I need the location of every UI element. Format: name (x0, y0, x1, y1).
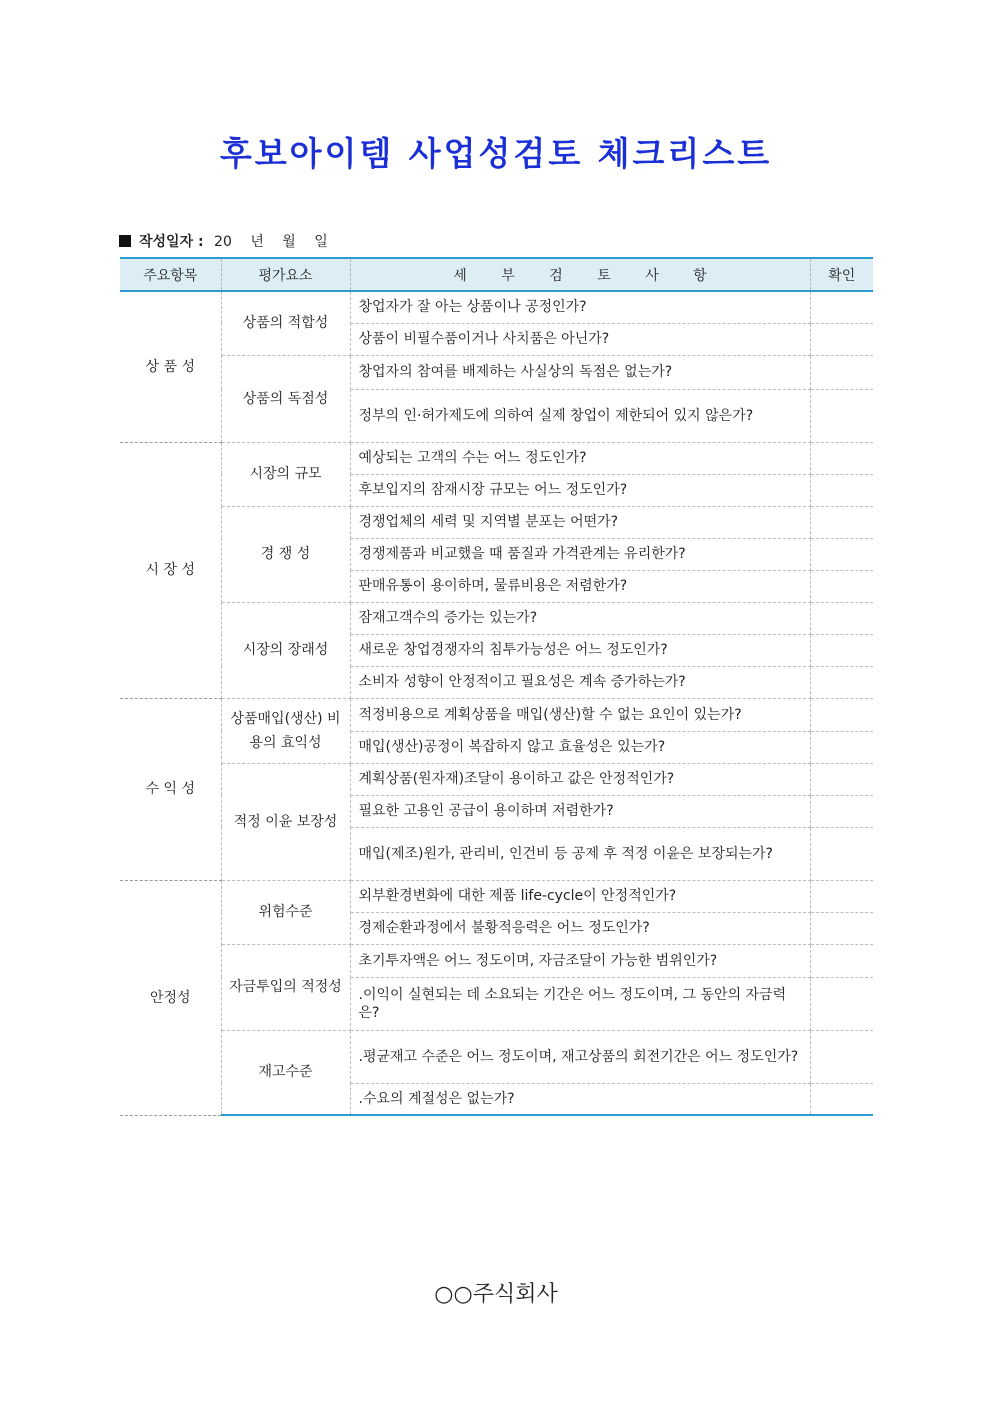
review-item: 초기투자액은 어느 정도이며, 자금조달이 가능한 범위인가? (350, 944, 810, 977)
header-category: 주요항목 (120, 258, 221, 291)
check-cell[interactable] (810, 323, 873, 355)
check-cell[interactable] (810, 506, 873, 538)
table-row (120, 506, 873, 538)
date-label: 작성일자 : (139, 234, 204, 250)
check-cell[interactable] (810, 634, 873, 666)
element-cell: 적정 이윤 보장성 (221, 763, 350, 880)
review-item: 매입(제조)원가, 관리비, 인건비 등 공제 후 적정 이윤은 보장되는가? (350, 827, 810, 880)
element-cell: 위험수준 (221, 880, 350, 944)
review-item: 경쟁업체의 세력 및 지역별 분포는 어떤가? (350, 506, 810, 538)
review-item: 계획상품(원자재)조달이 용이하고 값은 안정적인가? (350, 763, 810, 795)
checklist-body (120, 291, 873, 1115)
check-cell[interactable] (810, 912, 873, 944)
date-year: 20 (214, 234, 232, 250)
check-cell[interactable] (810, 291, 873, 323)
check-cell[interactable] (810, 474, 873, 506)
review-item: 창업자의 참여를 배제하는 사실상의 독점은 없는가? (350, 355, 810, 389)
table-row (120, 880, 873, 912)
date-year-unit: 년 (250, 234, 264, 250)
category-cell: 수 익 성 (120, 698, 221, 880)
review-item: 예상되는 고객의 수는 어느 정도인가? (350, 442, 810, 474)
check-cell[interactable] (810, 389, 873, 442)
header-check: 확인 (810, 258, 873, 291)
table-row (120, 602, 873, 634)
table-row (120, 442, 873, 474)
category-cell: 시 장 성 (120, 442, 221, 698)
check-cell[interactable] (810, 602, 873, 634)
table-row (120, 355, 873, 389)
element-cell: 경 쟁 성 (221, 506, 350, 602)
check-cell[interactable] (810, 731, 873, 763)
check-cell[interactable] (810, 763, 873, 795)
date-day-unit: 일 (314, 234, 328, 250)
review-item: 후보입지의 잠재시장 규모는 어느 정도인가? (350, 474, 810, 506)
review-item: 잠재고객수의 증가는 있는가? (350, 602, 810, 634)
review-item: 필요한 고용인 공급이 용이하며 저렴한가? (350, 795, 810, 827)
header-row (120, 258, 873, 291)
date-line (119, 231, 342, 251)
category-cell: 상 품 성 (120, 291, 221, 442)
element-cell: 상품매입(생산) 비용의 효익성 (221, 698, 350, 763)
date-month-unit: 월 (282, 234, 296, 250)
check-cell[interactable] (810, 1030, 873, 1083)
check-cell[interactable] (810, 442, 873, 474)
header-element: 평가요소 (221, 258, 350, 291)
review-item: 새로운 창업경쟁자의 침투가능성은 어느 정도인가? (350, 634, 810, 666)
table-row (120, 291, 873, 323)
square-bullet-icon (119, 235, 131, 247)
check-cell[interactable] (810, 698, 873, 731)
element-cell: 시장의 장래성 (221, 602, 350, 698)
review-item: 외부환경변화에 대한 제품 life-cycle이 안정적인가? (350, 880, 810, 912)
document-title: 후보아이템 사업성검토 체크리스트 (219, 134, 773, 173)
review-item: 창업자가 잘 아는 상품이나 공정인가? (350, 291, 810, 323)
check-cell[interactable] (810, 570, 873, 602)
checklist-table (120, 257, 873, 1116)
check-cell[interactable] (810, 880, 873, 912)
element-cell: 시장의 규모 (221, 442, 350, 506)
review-item: 정부의 인·허가제도에 의하여 실제 창업이 제한되어 있지 않은가? (350, 389, 810, 442)
review-item: .평균재고 수준은 어느 정도이며, 재고상품의 회전기간은 어느 정도인가? (350, 1030, 810, 1083)
review-item: 판매유통이 용이하며, 물류비용은 저렴한가? (350, 570, 810, 602)
check-cell[interactable] (810, 1083, 873, 1115)
element-cell: 상품의 적합성 (221, 291, 350, 355)
company-name: ○○주식회사 (434, 1282, 558, 1307)
table-row (120, 944, 873, 977)
check-cell[interactable] (810, 355, 873, 389)
review-item: 매입(생산)공정이 복잡하지 않고 효율성은 있는가? (350, 731, 810, 763)
review-item: .수요의 계절성은 없는가? (350, 1083, 810, 1115)
element-cell: 상품의 독점성 (221, 355, 350, 442)
check-cell[interactable] (810, 977, 873, 1030)
check-cell[interactable] (810, 538, 873, 570)
check-cell[interactable] (810, 795, 873, 827)
category-cell: 안정성 (120, 880, 221, 1115)
review-item: 경제순환과정에서 불황적응력은 어느 정도인가? (350, 912, 810, 944)
review-item: 상품이 비필수품이거나 사치품은 아닌가? (350, 323, 810, 355)
element-cell: 자금투입의 적정성 (221, 944, 350, 1030)
check-cell[interactable] (810, 944, 873, 977)
review-item: 경쟁제품과 비교했을 때 품질과 가격관계는 유리한가? (350, 538, 810, 570)
table-row (120, 763, 873, 795)
element-cell: 재고수준 (221, 1030, 350, 1115)
review-item: 적정비용으로 계획상품을 매입(생산)할 수 없는 요인이 있는가? (350, 698, 810, 731)
header-detail: 세 부 검 토 사 항 (350, 258, 810, 291)
table-row (120, 698, 873, 731)
check-cell[interactable] (810, 827, 873, 880)
review-item: .이익이 실현되는 데 소요되는 기간은 어느 정도이며, 그 동안의 자금력은? (350, 977, 810, 1030)
table-row (120, 1030, 873, 1083)
check-cell[interactable] (810, 666, 873, 698)
review-item: 소비자 성향이 안정적이고 필요성은 계속 증가하는가? (350, 666, 810, 698)
